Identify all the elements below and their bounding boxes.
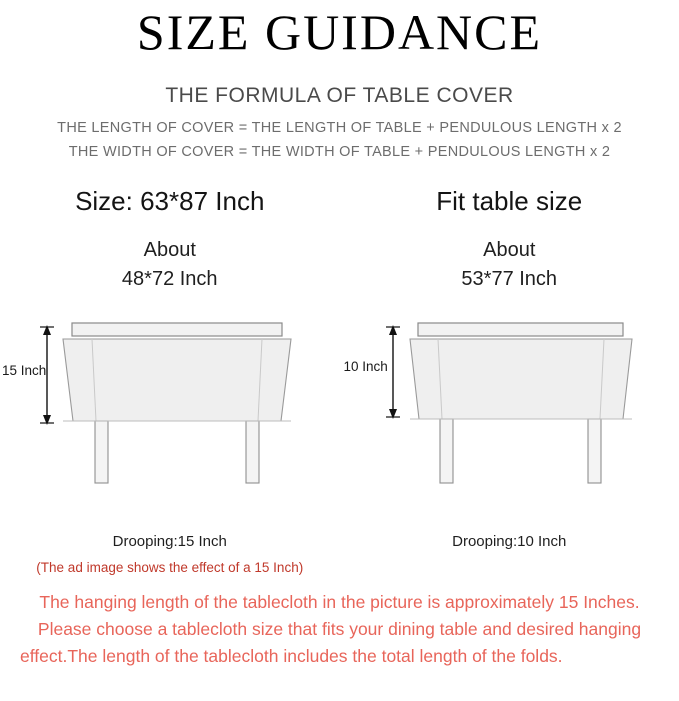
- column-fit-table-size: [340, 186, 679, 575]
- column-heading-right: Fit table size: [340, 186, 679, 217]
- comparison-columns: [0, 186, 679, 575]
- table-drawing-svg-left: [0, 301, 340, 531]
- drooping-label-left: Drooping:15 Inch: [0, 533, 340, 550]
- table-diagram-right: [340, 301, 679, 531]
- size-guidance-infographic: [0, 4, 679, 701]
- drop-axis-label-left: 15 Inch: [2, 363, 46, 378]
- about-label-right: About: [340, 239, 679, 262]
- table-dimension-right: 53*77 Inch: [340, 268, 679, 291]
- formula-length-line: THE LENGTH OF COVER = THE LENGTH OF TABLE + PENDULOUS LENGTH x 2: [0, 120, 679, 136]
- table-dimension-left: 48*72 Inch: [0, 268, 340, 291]
- formula-subtitle: THE FORMULA OF TABLE COVER: [0, 84, 679, 108]
- table-drawing-svg-right: [340, 301, 679, 531]
- formula-width-line: THE WIDTH OF COVER = THE WIDTH OF TABLE + PENDULOUS LENGTH x 2: [0, 144, 679, 160]
- drop-axis-label-right: 10 Inch: [344, 359, 388, 374]
- table-diagram-left: [0, 301, 340, 531]
- drooping-label-right: Drooping:10 Inch: [340, 533, 679, 550]
- column-cover-size: [0, 186, 340, 575]
- page-title: SIZE GUIDANCE: [0, 4, 679, 62]
- bottom-note: [0, 589, 679, 670]
- bottom-note-line-3: effect.The length of the tablecloth includes the total length of the folds.: [10, 643, 669, 670]
- ad-image-note: (The ad image shows the effect of a 15 Inch): [0, 560, 340, 575]
- column-heading-left: Size: 63*87 Inch: [0, 186, 340, 217]
- bottom-note-line-1: The hanging length of the tablecloth in the picture is approximately 15 Inches.: [10, 589, 669, 616]
- about-label-left: About: [0, 239, 340, 262]
- bottom-note-line-2: Please choose a tablecloth size that fits your dining table and desired hanging: [10, 616, 669, 643]
